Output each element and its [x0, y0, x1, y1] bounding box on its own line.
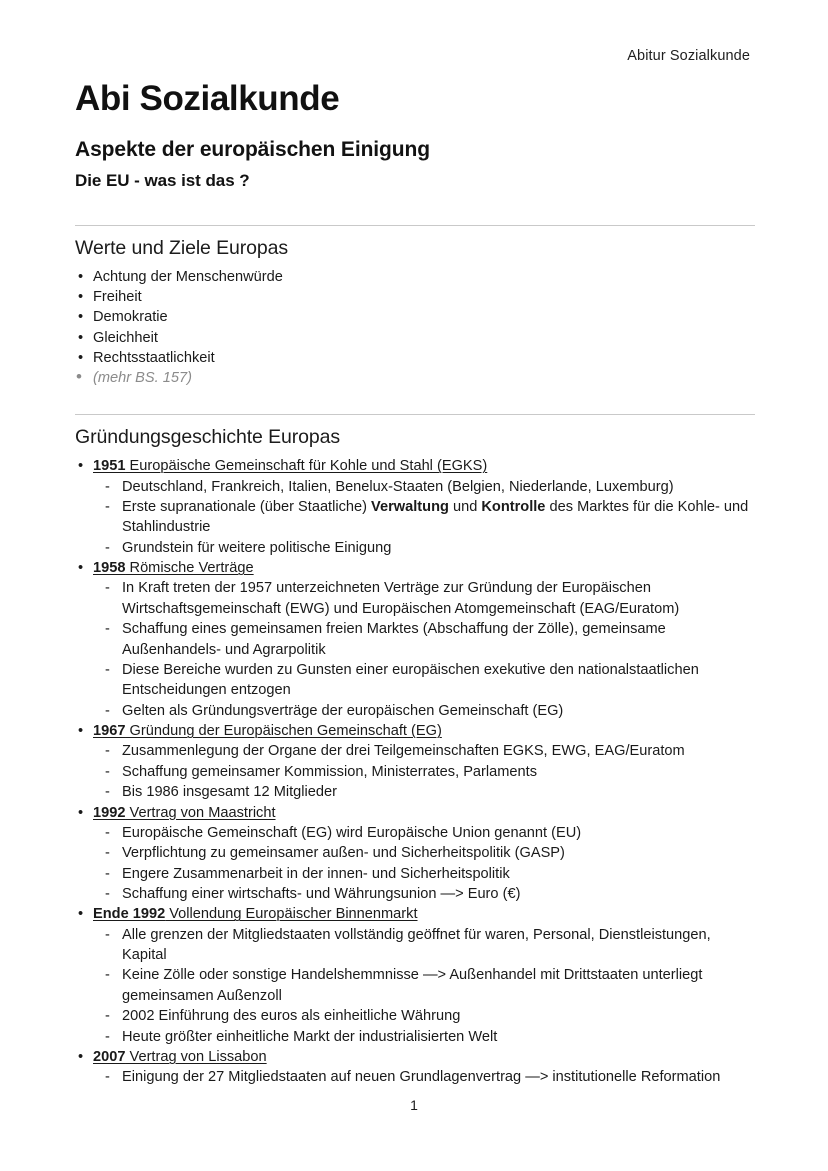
page-title: Abi Sozialkunde: [75, 79, 340, 118]
sub-list-container: [100, 477, 755, 559]
sub-list: [100, 1067, 755, 1087]
bullet-icon: •: [78, 349, 84, 366]
sub-list-item-label: 2002 Einführung des euros als einheitliche Währung: [122, 1008, 461, 1025]
page-subtitle: Aspekte der europäischen Einigung: [75, 137, 430, 161]
sub-list-item-label: Grundstein für weitere politische Einigung: [122, 539, 392, 556]
timeline-entry-heading: [93, 560, 254, 576]
sub-list-item: [100, 843, 755, 863]
list-item: [75, 328, 755, 348]
dash-icon: -: [105, 1028, 110, 1045]
timeline-entry-year: 1958: [93, 560, 126, 577]
sub-list-container: [100, 925, 755, 1047]
document-section: [75, 414, 755, 1087]
sub-list: [100, 578, 755, 721]
document-section: [75, 225, 755, 388]
dash-icon: -: [105, 824, 110, 841]
timeline-entry-title: Vollendung Europäischer Binnenmarkt: [165, 906, 418, 923]
timeline-entry: [75, 558, 755, 721]
sub-list-item-label: Gelten als Gründungsverträge der europäischen Gemeinschaft (EG): [122, 702, 564, 719]
list-item: [75, 368, 755, 388]
sub-list-item: [100, 741, 755, 761]
sub-list-item-label: Alle grenzen der Mitgliedstaaten vollständig geöffnet für waren, Personal, Dienstleistungen, Kapital: [122, 926, 711, 964]
timeline-entry: [75, 1047, 755, 1088]
sub-list-item: [100, 477, 755, 497]
sub-list-item: [100, 782, 755, 802]
dash-icon: -: [105, 926, 110, 943]
sub-list-item: [100, 965, 755, 1006]
bullet-icon: •: [76, 367, 82, 387]
list-item-label: Gleichheit: [93, 329, 158, 346]
list-item-label: Demokratie: [93, 309, 168, 326]
section-divider: [75, 414, 755, 415]
page-sub-subtitle: Die EU - was ist das ?: [75, 170, 250, 190]
timeline-entry-title: Vertrag von Maastricht: [125, 804, 276, 821]
dash-icon: -: [105, 478, 110, 495]
dash-icon: -: [105, 621, 110, 638]
sub-list-item: [100, 1027, 755, 1047]
sub-list-item-label: Heute größter einheitliche Markt der industrialisierten Welt: [122, 1028, 498, 1045]
timeline-entry-title: Gründung der Europäischen Gemeinschaft (EG): [125, 723, 442, 740]
dash-icon: -: [105, 967, 110, 984]
sub-list-container: [100, 741, 755, 802]
dash-icon: -: [105, 886, 110, 903]
timeline-entry-heading: [93, 458, 487, 474]
page-number: 1: [410, 1097, 418, 1113]
bullet-icon: •: [78, 906, 84, 923]
dash-icon: -: [105, 1008, 110, 1025]
dash-icon: -: [105, 702, 110, 719]
dash-icon: -: [105, 539, 110, 556]
sub-list-item: [100, 497, 755, 538]
dash-icon: -: [105, 498, 110, 515]
sub-list-item-label: Verpflichtung zu gemeinsamer außen- und Sicherheitspolitik (GASP): [122, 845, 565, 862]
plain-text: und: [448, 498, 482, 515]
list-item-label: (mehr BS. 157): [93, 370, 192, 387]
sub-list-item-label: Diese Bereiche wurden zu Gunsten einer europäischen exekutive den nationalstaatlichen Entscheidungen entzogen: [122, 661, 699, 699]
list-item-label: Rechtsstaatlichkeit: [93, 349, 215, 366]
section-heading: Gründungsgeschichte Europas: [75, 426, 341, 449]
sub-list-container: [100, 1067, 755, 1087]
timeline-entry: [75, 803, 755, 905]
list-item-label: Freiheit: [93, 289, 142, 306]
bullet-icon: •: [78, 289, 84, 306]
sub-list: [100, 741, 755, 802]
bullet-icon: •: [78, 723, 84, 740]
list-item: [75, 287, 755, 307]
sub-list-item-label: Keine Zölle oder sonstige Handelshemmnisse —> Außenhandel mit Drittstaaten unterliegt gemeinsamen Außenzoll: [122, 967, 703, 1004]
timeline-entry-heading: [93, 906, 418, 922]
sub-list-item: [100, 884, 755, 904]
sub-list-item: [100, 1067, 755, 1087]
sub-list-item: [100, 925, 755, 966]
sub-list-container: [100, 578, 755, 721]
emphasis-text: Verwaltung: [371, 498, 449, 515]
timeline-entry-heading: [93, 805, 276, 821]
sub-list-item: [100, 1006, 755, 1026]
sub-list-item: [100, 619, 755, 660]
bullet-icon: •: [78, 329, 84, 346]
timeline-entry: [75, 721, 755, 802]
sub-list-item-label: Bis 1986 insgesamt 12 Mitglieder: [122, 784, 337, 801]
emphasis-text: Kontrolle: [481, 498, 546, 515]
running-header: Abitur Sozialkunde: [627, 48, 750, 64]
sub-list-item-label: Schaffung gemeinsamer Kommission, Ministerrates, Parlaments: [122, 763, 538, 780]
timeline-entry-year: 1992: [93, 804, 126, 821]
sub-list-item-label: Zusammenlegung der Organe der drei Teilgemeinschaften EGKS, EWG, EAG/Euratom: [122, 743, 685, 760]
sub-list-container: [100, 823, 755, 905]
timeline-entry-year: 2007: [93, 1049, 126, 1066]
sub-list-item: [100, 864, 755, 884]
list-item: [75, 267, 755, 287]
timeline-entry-title: Europäische Gemeinschaft für Kohle und Stahl (EGKS): [125, 458, 488, 475]
timeline-entry-year: 1967: [93, 723, 126, 740]
sub-list-item: [100, 660, 755, 701]
sub-list-item-label: Schaffung einer wirtschafts- und Währungsunion —> Euro (€): [122, 886, 521, 903]
sub-list-item: [100, 762, 755, 782]
plain-text: des Marktes für die Kohle- und Stahlindustrie: [122, 498, 749, 536]
dash-icon: -: [105, 784, 110, 801]
timeline-entry-heading: [93, 1049, 267, 1065]
dash-icon: -: [105, 845, 110, 862]
dash-icon: -: [105, 1069, 110, 1086]
list-item: [75, 307, 755, 327]
bullet-icon: •: [78, 269, 84, 286]
sub-list-item-label: Einigung der 27 Mitgliedstaaten auf neuen Grundlagenvertrag —> institutionelle Reformation: [122, 1069, 721, 1086]
timeline-entry: [75, 456, 755, 558]
sub-list-item: [100, 578, 755, 619]
sub-list-item-label: Engere Zusammenarbeit in der innen- und Sicherheitspolitik: [122, 865, 510, 882]
sub-list-item-label: Deutschland, Frankreich, Italien, Benelux-Staaten (Belgien, Niederlande, Luxemburg): [122, 478, 674, 495]
bullet-icon: •: [78, 560, 84, 577]
value-list: [75, 267, 755, 388]
timeline-entry: [75, 904, 755, 1047]
sub-list-item: [100, 701, 755, 721]
sub-list-item-label: In Kraft treten der 1957 unterzeichneten Verträge zur Gründung der Europäischen Wirtschaftsgemeinschaft (EWG) und Europäischen Atomgemeinschaft (EAG/Euratom): [122, 580, 680, 617]
list-item: [75, 348, 755, 368]
section-heading: Werte und Ziele Europas: [75, 237, 289, 260]
plain-text: Erste supranationale (über Staatliche): [122, 498, 372, 515]
dash-icon: -: [105, 865, 110, 882]
timeline-entry-heading: [93, 723, 442, 739]
timeline-list: [75, 456, 755, 1087]
list-item-label: Achtung der Menschenwürde: [93, 269, 283, 286]
sub-list-item-label: Schaffung eines gemeinsamen freien Marktes (Abschaffung der Zölle), gemeinsame Außenhandels- und Agrarpolitik: [122, 621, 666, 658]
timeline-entry-year: 1951: [93, 458, 126, 475]
sub-list: [100, 925, 755, 1047]
bullet-icon: •: [78, 804, 84, 821]
sub-list-item: [100, 823, 755, 843]
bullet-icon: •: [78, 1049, 84, 1066]
section-divider: [75, 225, 755, 226]
sub-list-item-label: Europäische Gemeinschaft (EG) wird Europäische Union genannt (EU): [122, 824, 582, 841]
timeline-entry-year: Ende 1992: [93, 906, 166, 923]
sections-container: [75, 225, 755, 1088]
document-content: [75, 80, 755, 1088]
sub-list-item: [100, 538, 755, 558]
timeline-entry-title: Vertrag von Lissabon: [125, 1049, 267, 1066]
bullet-icon: •: [78, 458, 84, 475]
dash-icon: -: [105, 580, 110, 597]
sub-list-item-label: [122, 499, 748, 535]
dash-icon: -: [105, 763, 110, 780]
bullet-icon: •: [78, 309, 84, 326]
sub-list: [100, 477, 755, 559]
timeline-entry-title: Römische Verträge: [125, 560, 254, 577]
dash-icon: -: [105, 743, 110, 760]
dash-icon: -: [105, 661, 110, 678]
sub-list: [100, 823, 755, 905]
